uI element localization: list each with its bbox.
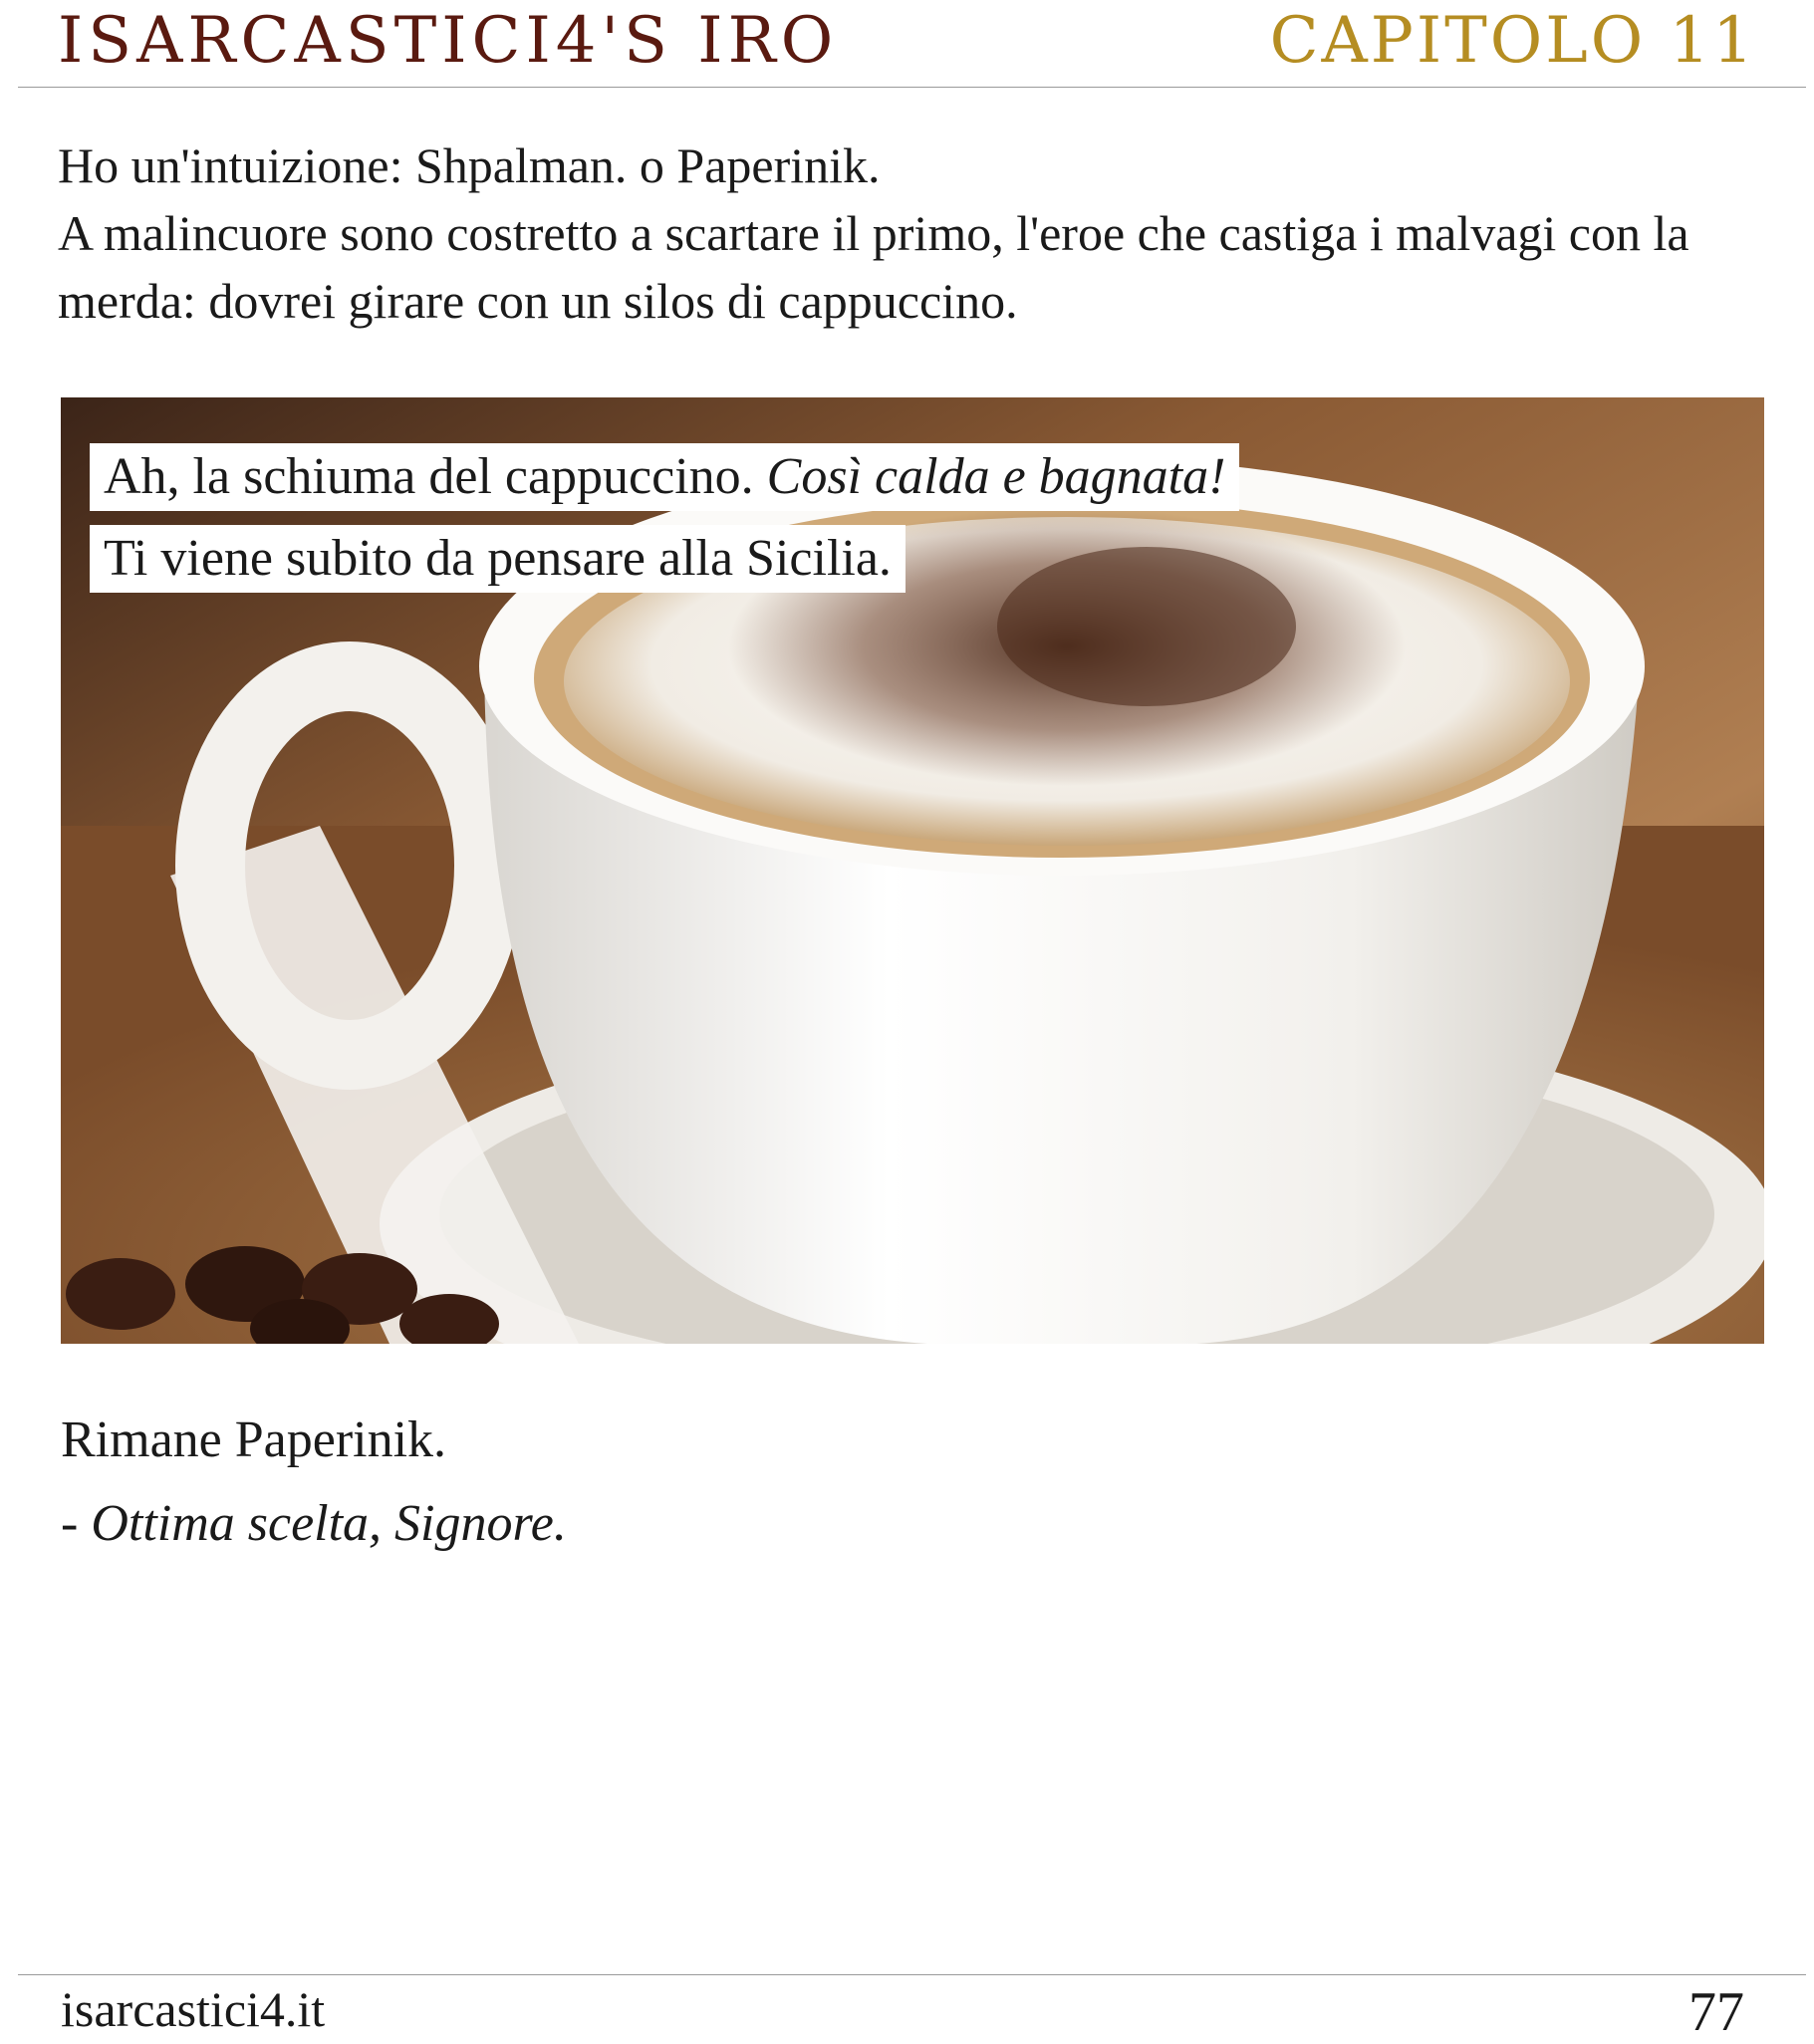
footer-website: isarcastici4.it bbox=[61, 1981, 326, 2037]
intro-line-2: A malincuore sono costretto a scartare il primo, l'eroe che castiga i malvagi con la merda: dovrei girare con un silos di cappuccino. bbox=[58, 205, 1689, 329]
intro-paragraph bbox=[58, 131, 1771, 335]
header-divider bbox=[18, 87, 1806, 88]
closing-line-1: Rimane Paperinik. bbox=[61, 1411, 447, 1468]
caption-plain-text: Ah, la schiuma del cappuccino. bbox=[104, 448, 767, 505]
photo-caption-line-1 bbox=[90, 443, 1239, 511]
page-number: 77 bbox=[1688, 1981, 1744, 2043]
footer-divider bbox=[18, 1974, 1806, 1975]
closing-line-2 bbox=[61, 1482, 1754, 1566]
photo-caption-line-2: Ti viene subito da pensare alla Sicilia. bbox=[90, 525, 906, 593]
book-title: ISARCASTICI4'S IRO bbox=[58, 4, 839, 78]
cappuccino-photo bbox=[61, 397, 1764, 1344]
intro-line-1: Ho un'intuizione: Shpalman. o Paperinik. bbox=[58, 137, 881, 193]
closing-paragraph bbox=[61, 1399, 1754, 1566]
closing-dialogue: - Ottima scelta, Signore. bbox=[61, 1495, 567, 1552]
caption-italic-text: Così calda e bagnata! bbox=[766, 448, 1226, 505]
chapter-label: CAPITOLO 11 bbox=[1269, 4, 1756, 78]
